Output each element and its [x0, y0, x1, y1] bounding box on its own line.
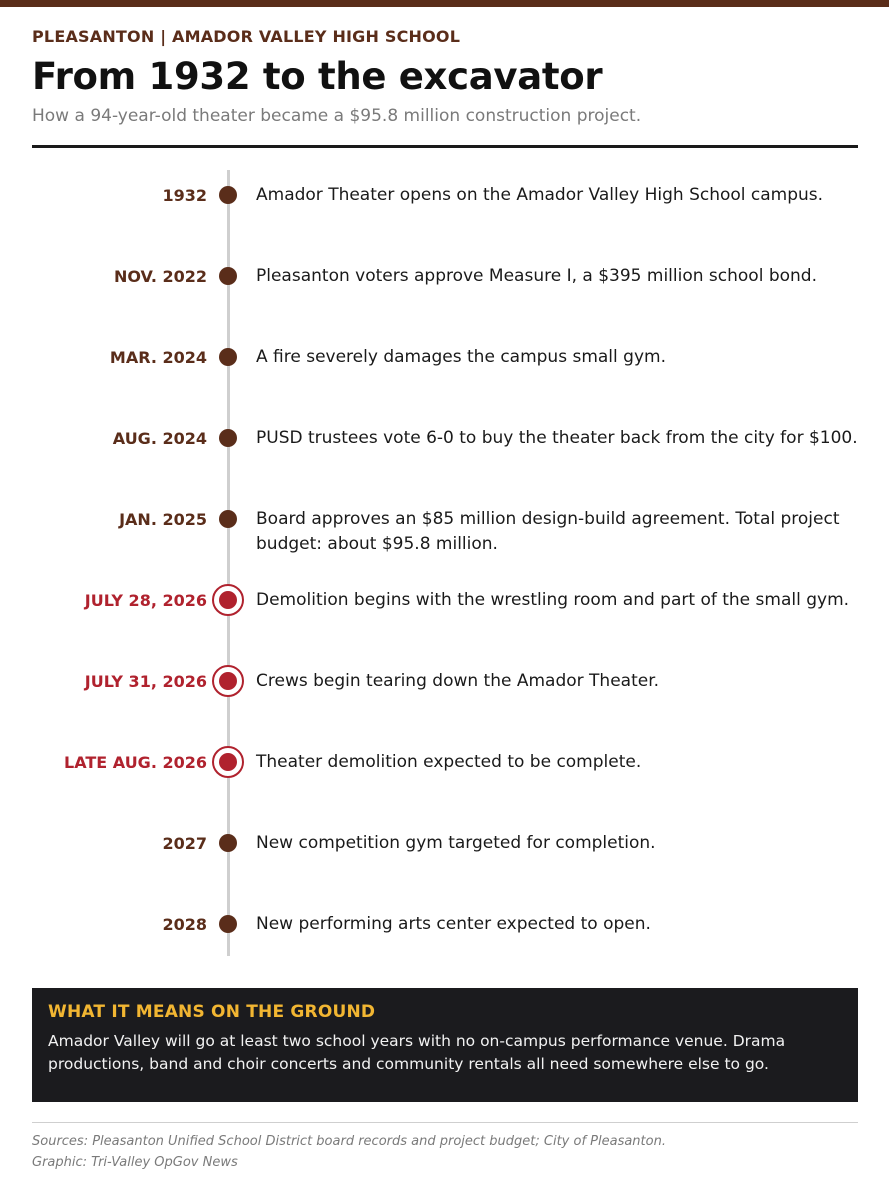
- event-description: New performing arts center expected to open.: [256, 914, 651, 934]
- timeline-event: [0, 907, 889, 967]
- timeline-event: [0, 340, 889, 400]
- event-description: Demolition begins with the wrestling room and part of the small gym.: [256, 590, 850, 610]
- event-description: Board approves an $85 million design-build agreement. Total project budget: about $95.8 million.: [256, 509, 840, 554]
- sources-note: Sources: Pleasanton Unified School District board records and project budget; City of Pleasanton.: [32, 1134, 666, 1149]
- graphic-credit: Graphic: Tri-Valley OpGov News: [32, 1155, 238, 1170]
- callout-body: Amador Valley will go at least two school years with no on-campus performance venue. Drama productions, band and choir concerts and community rentals all need somewhere else to go.: [48, 1032, 786, 1073]
- timeline-event: [0, 826, 889, 886]
- event-date: 2028: [162, 915, 207, 934]
- callout-box: [32, 988, 858, 1102]
- kicker: PLEASANTON | AMADOR VALLEY HIGH SCHOOL: [32, 27, 461, 46]
- event-ring-center: [219, 753, 237, 771]
- timeline-event: [0, 178, 889, 238]
- event-description: Crews begin tearing down the Amador Theater.: [256, 671, 660, 691]
- event-description: A fire severely damages the campus small gym.: [256, 347, 666, 367]
- header-divider: [32, 145, 858, 148]
- event-date: MAR. 2024: [109, 348, 207, 367]
- event-date: 1932: [162, 186, 207, 205]
- timeline-event-highlighted: [0, 583, 889, 643]
- event-description: Amador Theater opens on the Amador Valley High School campus.: [256, 185, 824, 205]
- event-date: NOV. 2022: [113, 267, 207, 286]
- event-description: New competition gym targeted for completion.: [256, 833, 656, 853]
- event-date: 2027: [162, 834, 207, 853]
- event-description: PUSD trustees vote 6-0 to buy the theater back from the city for $100.: [256, 428, 858, 448]
- event-ring-center: [219, 672, 237, 690]
- event-dot-icon: [219, 186, 237, 204]
- event-ring-icon: [212, 584, 244, 616]
- subtitle: How a 94-year-old theater became a $95.8 million construction project.: [32, 106, 642, 126]
- event-date: JAN. 2025: [119, 510, 207, 529]
- event-description: Pleasanton voters approve Measure I, a $395 million school bond.: [256, 266, 817, 286]
- callout-heading: WHAT IT MEANS ON THE GROUND: [48, 1002, 376, 1022]
- event-date: JULY 28, 2026: [84, 591, 207, 610]
- event-ring-icon: [212, 665, 244, 697]
- event-dot-icon: [219, 510, 237, 528]
- event-description: Theater demolition expected to be complete.: [256, 752, 642, 772]
- event-dot-icon: [219, 429, 237, 447]
- event-dot-icon: [219, 348, 237, 366]
- timeline-event: [0, 421, 889, 481]
- event-dot-icon: [219, 267, 237, 285]
- event-date: LATE AUG. 2026: [64, 753, 207, 772]
- event-dot-icon: [219, 834, 237, 852]
- event-date: AUG. 2024: [112, 429, 207, 448]
- footer-divider: [32, 1122, 858, 1123]
- timeline-event-highlighted: [0, 664, 889, 724]
- event-ring-center: [219, 591, 237, 609]
- page-title: From 1932 to the excavator: [32, 55, 603, 98]
- event-ring-icon: [212, 746, 244, 778]
- event-dot-icon: [219, 915, 237, 933]
- timeline-event-highlighted: [0, 745, 889, 805]
- top-accent-bar: [0, 0, 889, 7]
- timeline-event: [0, 259, 889, 319]
- timeline-event: [0, 502, 889, 562]
- event-date: JULY 31, 2026: [84, 672, 207, 691]
